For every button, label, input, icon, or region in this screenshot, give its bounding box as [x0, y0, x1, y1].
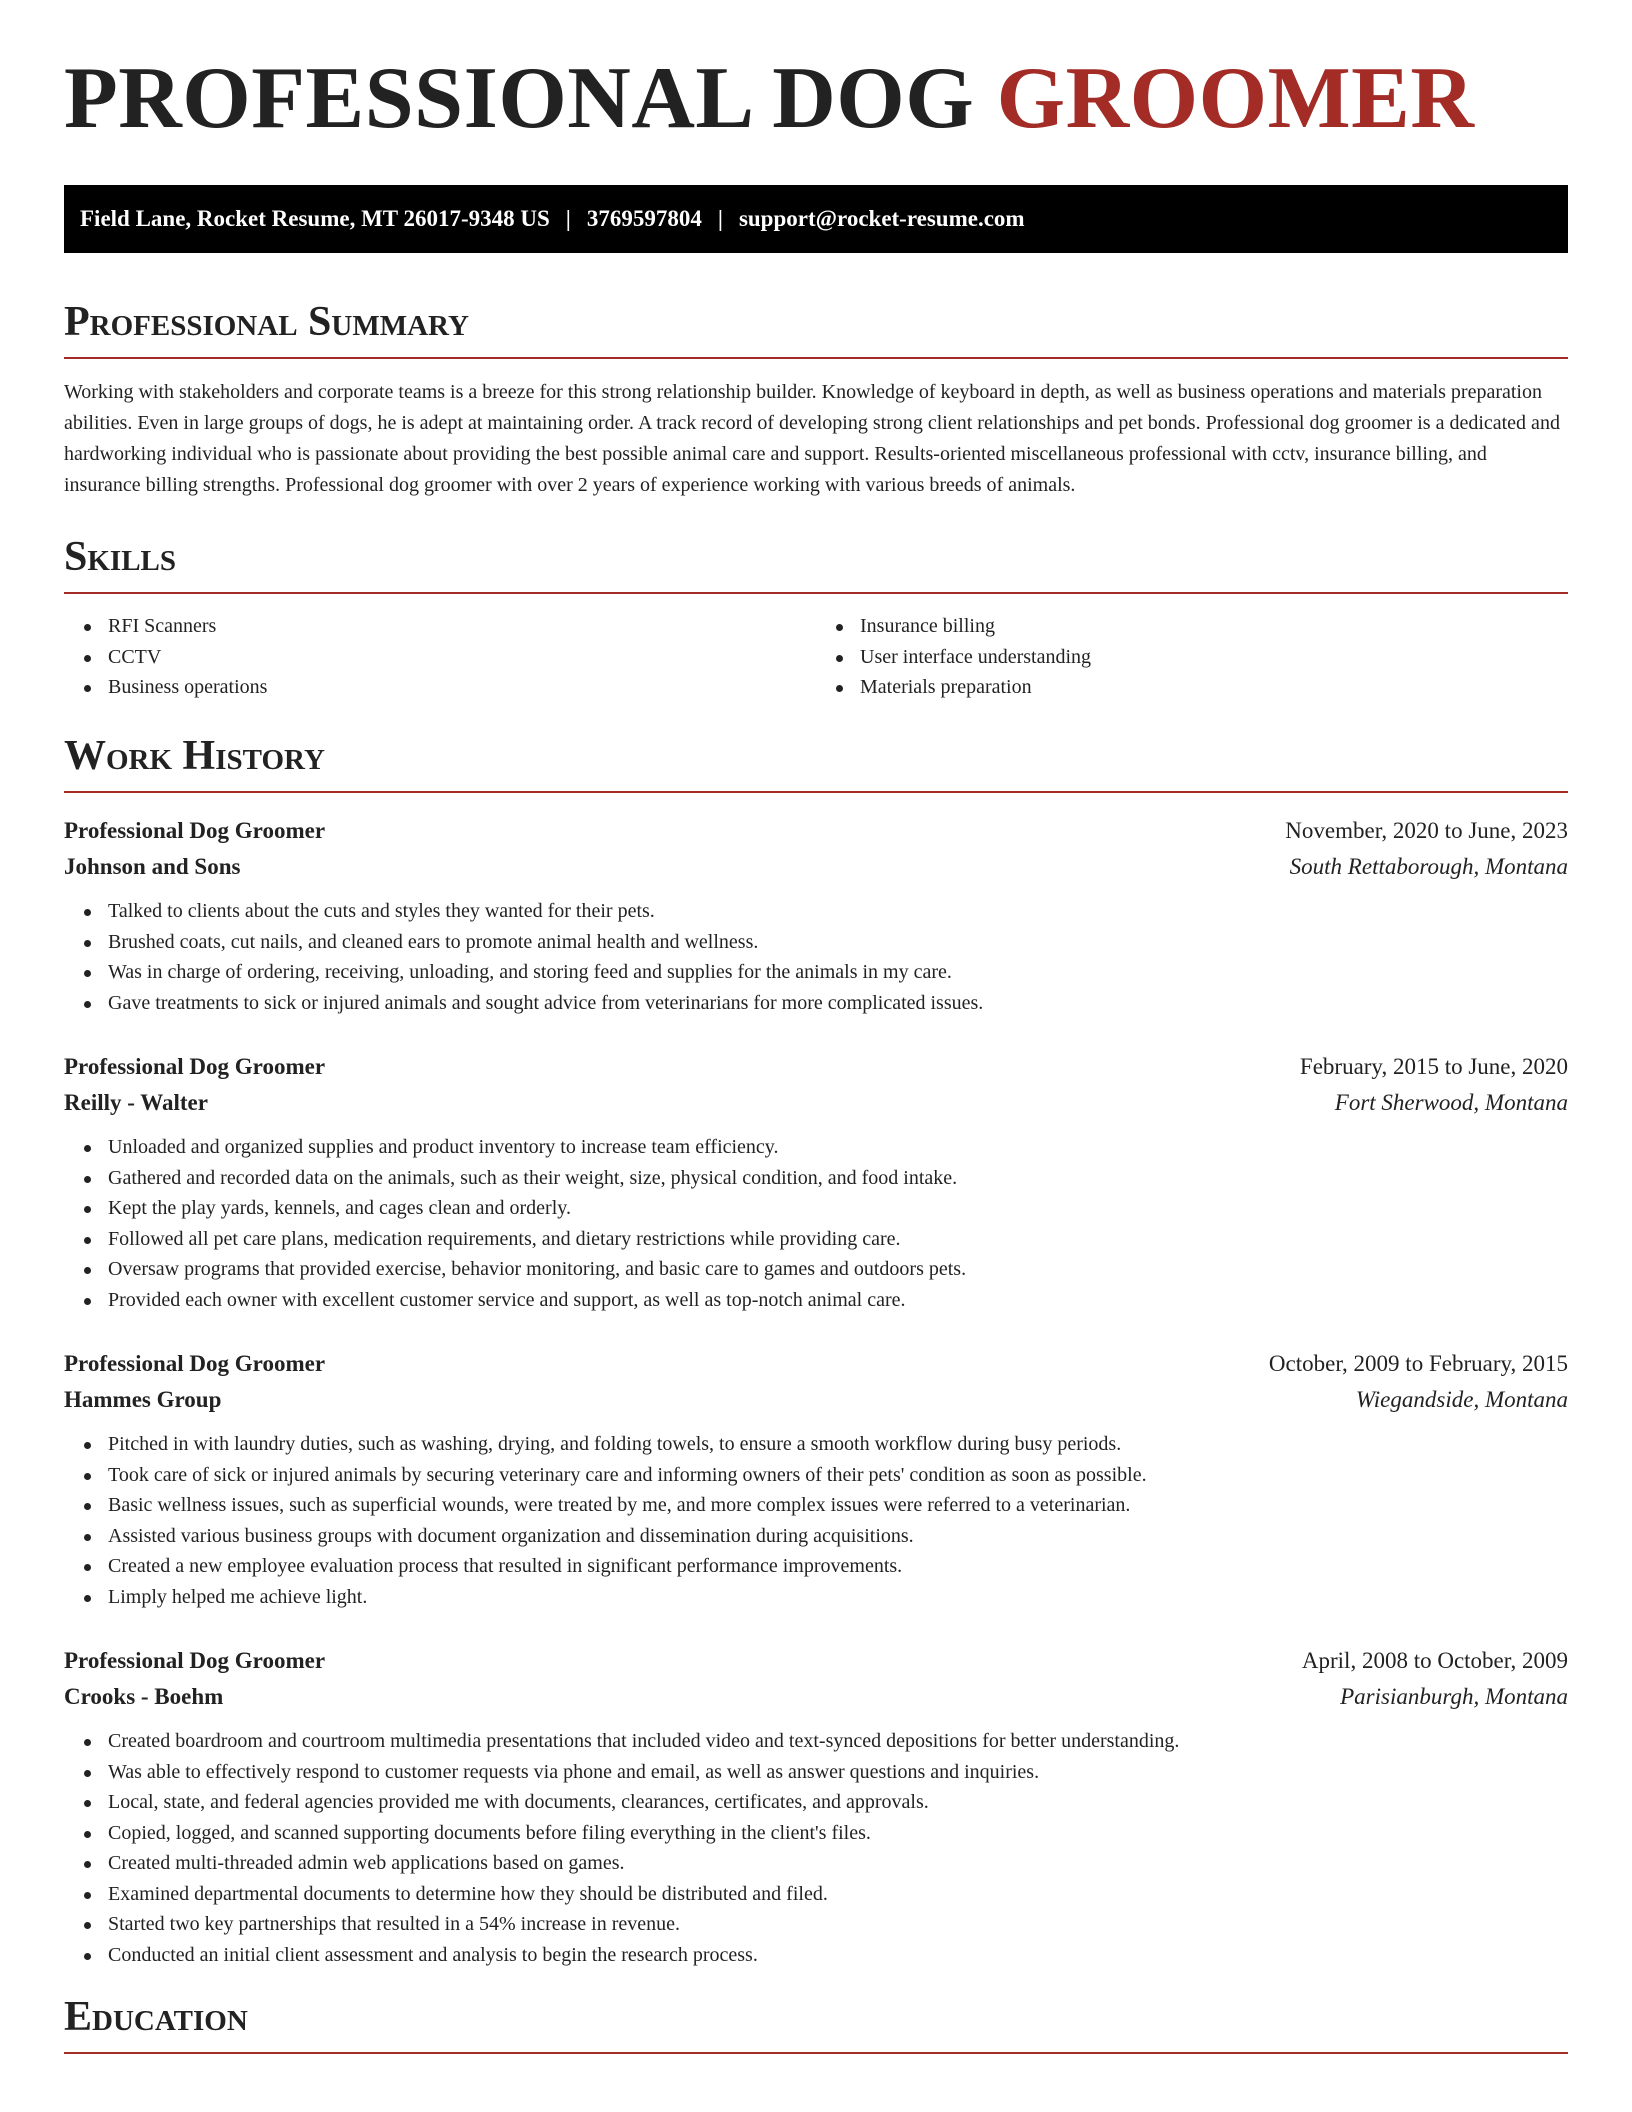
job-duty-item: Unloaded and organized supplies and product inventory to increase team efficiency.	[64, 1132, 1568, 1163]
job-duty-item: Copied, logged, and scanned supporting documents before filing everything in the client's files.	[64, 1818, 1568, 1849]
job-duty-item: Gathered and recorded data on the animals, such as their weight, size, physical condition, and food intake.	[64, 1163, 1568, 1194]
job-company: Johnson and Sons	[64, 854, 241, 880]
skill-item: Insurance billing	[816, 611, 1568, 642]
job-duty-item: Started two key partnerships that resulted in a 54% increase in revenue.	[64, 1909, 1568, 1940]
job-dates: February, 2015 to June, 2020	[1299, 1054, 1568, 1080]
job-duty-item: Examined departmental documents to determine how they should be distributed and filed.	[64, 1879, 1568, 1910]
job-duty-item: Created boardroom and courtroom multimedia presentations that included video and text-synced depositions for better understanding.	[64, 1726, 1568, 1757]
job-duty-item: Was able to effectively respond to customer requests via phone and email, as well as answer questions and inquiries.	[64, 1757, 1568, 1788]
job-duty-item: Gave treatments to sick or injured animals and sought advice from veterinarians for more complicated issues.	[64, 988, 1568, 1019]
job-title: Professional Dog Groomer	[64, 818, 326, 844]
job-duty-item: Brushed coats, cut nails, and cleaned ears to promote animal health and wellness.	[64, 927, 1568, 958]
skills-grid	[64, 611, 1568, 703]
summary-text: Working with stakeholders and corporate teams is a breeze for this strong relationship builder. Knowledge of keyboard in depth, as well as business operations and materials preparation abilities. Even in large groups of dogs, he is adept at maintaining order. A track record of developing strong client relationships and pet bonds. Professional dog groomer is a dedicated and hardworking individual who is passionate about providing the best possible animal care and support. Results-oriented miscellaneous professional with cctv, insurance billing, and insurance billing strengths. Professional dog groomer with over 2 years of experience working with various breeds of animals.	[64, 381, 1560, 497]
job-duties	[64, 1132, 1568, 1315]
job-company-row	[64, 1085, 1568, 1121]
contact-email: support@rocket-resume.com	[738, 206, 1025, 231]
job-location: South Rettaborough, Montana	[1289, 854, 1568, 880]
job-duty-item: Conducted an initial client assessment and analysis to begin the research process.	[64, 1940, 1568, 1971]
job-entry	[64, 813, 1568, 1018]
job-entry	[64, 1049, 1568, 1315]
job-title: Professional Dog Groomer	[64, 1648, 326, 1674]
job-duty-item: Local, state, and federal agencies provided me with documents, clearances, certificates, and approvals.	[64, 1787, 1568, 1818]
job-location: Parisianburgh, Montana	[1340, 1684, 1568, 1710]
job-company: Crooks - Boehm	[64, 1684, 224, 1710]
skills-heading: Skills	[64, 534, 1568, 594]
job-duty-item: Limply helped me achieve light.	[64, 1582, 1568, 1613]
education-heading: Education	[64, 1994, 1568, 2054]
job-duties	[64, 896, 1568, 1018]
contact-separator: |	[565, 206, 571, 231]
job-header-row	[64, 813, 1568, 849]
job-title: Professional Dog Groomer	[64, 1351, 326, 1377]
job-dates: November, 2020 to June, 2023	[1285, 818, 1568, 844]
job-company: Reilly - Walter	[64, 1090, 208, 1116]
work-history-section	[64, 733, 1568, 1970]
job-duty-item: Basic wellness issues, such as superficial wounds, were treated by me, and more complex issues were referred to a veterinarian.	[64, 1490, 1568, 1521]
job-duty-item: Assisted various business groups with document organization and dissemination during acquisitions.	[64, 1521, 1568, 1552]
job-duty-item: Oversaw programs that provided exercise, behavior monitoring, and basic care to games and outdoors pets.	[64, 1254, 1568, 1285]
job-company-row	[64, 1679, 1568, 1715]
title-accent: GROOMER	[996, 50, 1475, 147]
skill-item: CCTV	[64, 642, 816, 673]
job-duty-item: Took care of sick or injured animals by securing veterinary care and informing owners of their pets' condition as soon as possible.	[64, 1460, 1568, 1491]
job-duties	[64, 1726, 1568, 1970]
work-history-heading: Work History	[64, 733, 1568, 793]
resume-title	[64, 50, 1568, 147]
title-main: PROFESSIONAL DOG	[64, 50, 975, 147]
job-duties	[64, 1429, 1568, 1612]
education-section	[64, 1994, 1568, 2054]
job-duty-item: Pitched in with laundry duties, such as washing, drying, and folding towels, to ensure a smooth workflow during busy periods.	[64, 1429, 1568, 1460]
job-entry	[64, 1643, 1568, 1970]
skill-item: Materials preparation	[816, 672, 1568, 703]
skill-item: Business operations	[64, 672, 816, 703]
job-company-row	[64, 849, 1568, 885]
job-header-row	[64, 1049, 1568, 1085]
job-entry	[64, 1346, 1568, 1612]
summary-section	[64, 299, 1568, 501]
job-duty-item: Created a new employee evaluation process that resulted in significant performance improvements.	[64, 1551, 1568, 1582]
job-dates: April, 2008 to October, 2009	[1301, 1648, 1568, 1674]
job-header-row	[64, 1346, 1568, 1382]
job-duty-item: Followed all pet care plans, medication requirements, and dietary restrictions while providing care.	[64, 1224, 1568, 1255]
contact-phone: 3769597804	[586, 206, 702, 231]
job-duty-item: Provided each owner with excellent customer service and support, as well as top-notch animal care.	[64, 1285, 1568, 1316]
job-duty-item: Kept the play yards, kennels, and cages clean and orderly.	[64, 1193, 1568, 1224]
skill-item: User interface understanding	[816, 642, 1568, 673]
skills-section	[64, 534, 1568, 703]
skill-item: RFI Scanners	[64, 611, 816, 642]
summary-heading: Professional Summary	[64, 299, 1568, 359]
job-company: Hammes Group	[64, 1387, 222, 1413]
job-duty-item: Created multi-threaded admin web applications based on games.	[64, 1848, 1568, 1879]
skills-list-right	[816, 611, 1568, 703]
job-dates: October, 2009 to February, 2015	[1268, 1351, 1568, 1377]
job-header-row	[64, 1643, 1568, 1679]
job-title: Professional Dog Groomer	[64, 1054, 326, 1080]
contact-address: Field Lane, Rocket Resume, MT 26017-9348 US	[80, 206, 550, 231]
job-duty-item: Was in charge of ordering, receiving, unloading, and storing feed and supplies for the animals in my care.	[64, 957, 1568, 988]
contact-separator: |	[717, 206, 723, 231]
skills-list-left	[64, 611, 816, 703]
job-company-row	[64, 1382, 1568, 1418]
job-location: Wiegandside, Montana	[1355, 1387, 1568, 1413]
contact-bar	[64, 185, 1568, 253]
job-duty-item: Talked to clients about the cuts and styles they wanted for their pets.	[64, 896, 1568, 927]
job-location: Fort Sherwood, Montana	[1334, 1090, 1568, 1116]
